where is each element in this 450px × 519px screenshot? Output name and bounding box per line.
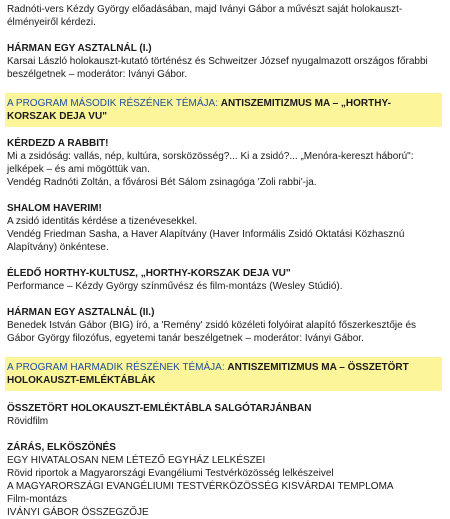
section-body: Benedek István Gábor (BIG) író, a 'Remény' zsidó közéleti folyóirat alapító főszerkesztője és Gábor György filozófus, egyetemi tanár beszélgetnek – moderátor: Iványi Gábor. (7, 320, 417, 344)
section-title: HÁRMAN EGY ASZTALNÁL (I.) (7, 43, 152, 54)
section-guest: Vendég Radnóti Zoltán, a fővárosi Bét Sálom zsinagóga 'Zoli rabbi'-ja. (7, 177, 317, 188)
section-guest: Vendég Friedman Sasha, a Haver Alapítvány (Haver Informális Zsidó Oktatási Közhasznú Alapítvány) önkéntese. (7, 229, 405, 253)
intro-text: Radnóti-vers Kézdy György előadásában, majd Iványi Gábor a művészt saját holokauszt-élményeiről kérdezi. (7, 4, 403, 28)
section-body: Mi a zsidóság: vallás, nép, kultúra, sorsközösség?... Ki a zsidó?... „Menóra-kereszt háború": jelképek – és ami mögöttük van. (7, 151, 414, 175)
section-kerdezd-a-rabbit (7, 137, 442, 189)
section-title: KÉRDEZD A RABBIT! (7, 138, 109, 149)
section-salgotarjan (7, 402, 442, 428)
section-title: ÖSSZETÖRT HOLOKAUSZT-EMLÉKTÁBLA SALGÓTARJÁNBAN (7, 403, 312, 414)
closing-line: A MAGYARORSZÁGI EVANGÉLIUMI TESTVÉRKÖZÖSSÉG KISVÁRDAI TEMPLOMA (7, 481, 394, 492)
section-harman-ii (7, 306, 442, 345)
section-title: ÉLEDŐ HORTHY-KULTUSZ, „HORTHY-KORSZAK DEJA VU" (7, 268, 291, 279)
closing-line: EGY HIVATALOSAN NEM LÉTEZŐ EGYHÁZ LELKÉSZEI (7, 455, 266, 466)
section-body: Karsai László holokauszt-kutató történész és Schweitzer József nyugalmazott országos főrabbi beszélgetnek – moderátor: Iványi Gábor. (7, 56, 428, 80)
closing-line: Film-montázs (7, 494, 68, 505)
banner-theme: ANTISZEMITIZMUS MA – „HORTHY-KORSZAK DEJA VU" (7, 98, 391, 122)
section-horthy-kultusz (7, 267, 442, 293)
section-title: SHALOM HAVERIM! (7, 203, 102, 214)
section-zaras (7, 441, 442, 519)
section-body: A zsidó identitás kérdése a tizenévesekkel. (7, 216, 198, 227)
section-body: Rövidfilm (7, 416, 49, 427)
section-shalom-haverim (7, 202, 442, 254)
closing-line: Rövid riportok a Magyarországi Evangéliumi Testvérközösség lelkészeivel (7, 468, 334, 479)
section-title: ZÁRÁS, ELKÖSZÖNÉS (7, 442, 116, 453)
part-two-banner (5, 93, 442, 127)
banner-prefix: A PROGRAM HARMADIK RÉSZÉNEK TÉMÁJA: (7, 362, 225, 373)
banner-theme: ANTISZEMITIZMUS MA – ÖSSZETÖRT HOLOKAUSZT-EMLÉKTÁBLÁK (7, 362, 409, 386)
section-title: HÁRMAN EGY ASZTALNÁL (II.) (7, 307, 155, 318)
section-harman-i (7, 42, 442, 81)
part-three-banner (5, 357, 442, 391)
banner-prefix: A PROGRAM MÁSODIK RÉSZÉNEK TÉMÁJA: (7, 98, 218, 109)
closing-line: IVÁNYI GÁBOR ÖSSZEGZŐJE (7, 507, 149, 518)
section-body: Performance – Kézdy György színművész és film-montázs (Wesley Stúdió). (7, 281, 343, 292)
